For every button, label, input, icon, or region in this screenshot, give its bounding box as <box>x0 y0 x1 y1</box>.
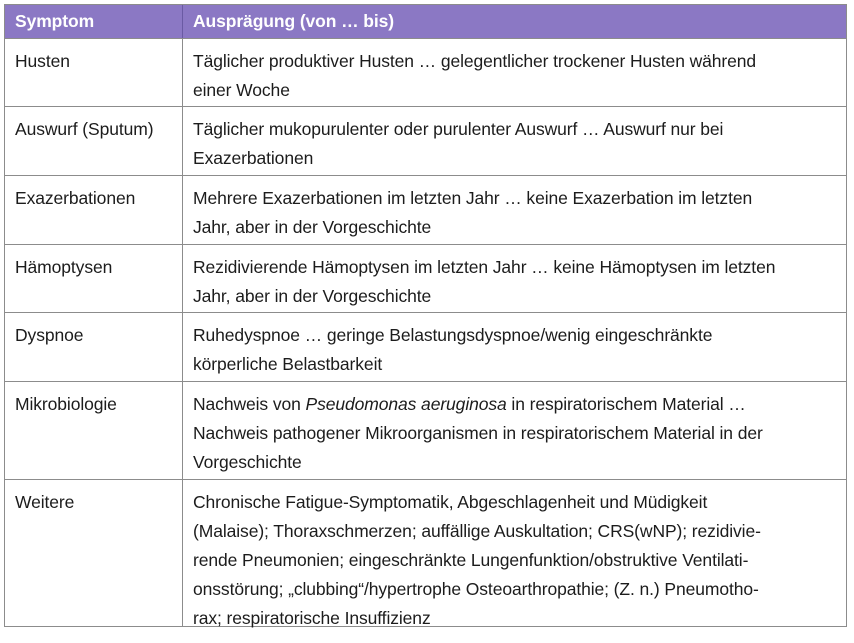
table-header-row <box>5 5 846 38</box>
description-line: rende Pneumonien; eingeschränkte Lungenfunktion/obstruktive Ventilati- <box>193 550 749 570</box>
description-cell <box>183 382 846 479</box>
description-cell <box>183 480 846 626</box>
description-line: Jahr, aber in der Vorgeschichte <box>193 217 432 237</box>
description-line: Mehrere Exazerbationen im letzten Jahr … keine Exazerbation im letzten <box>193 188 753 208</box>
description-line <box>193 390 836 419</box>
symptom-cell: Husten <box>5 39 183 106</box>
description-text: Nachweis von <box>193 394 306 414</box>
description-cell <box>183 313 846 381</box>
description-line: Täglicher produktiver Husten … gelegentlicher trockener Husten während <box>193 51 757 71</box>
symptom-cell: Exazerbationen <box>5 176 183 244</box>
description-cell <box>183 245 846 312</box>
description-cell <box>183 107 846 175</box>
table-row <box>5 312 846 381</box>
symptom-cell: Mikrobiologie <box>5 382 183 479</box>
description-line: Ruhedyspnoe … geringe Belastungsdyspnoe/wenig eingeschränkte <box>193 325 713 345</box>
table-row <box>5 106 846 175</box>
symptom-cell: Dyspnoe <box>5 313 183 381</box>
table-row <box>5 175 846 244</box>
description-cell <box>183 39 846 106</box>
description-line: Jahr, aber in der Vorgeschichte <box>193 286 432 306</box>
description-line: Nachweis pathogener Mikroorganismen in respiratorischem Material in der <box>193 423 763 443</box>
description-line: Rezidivierende Hämoptysen im letzten Jahr … keine Hämoptysen im letzten <box>193 257 776 277</box>
description-line: Chronische Fatigue-Symptomatik, Abgeschlagenheit und Müdigkeit <box>193 492 708 512</box>
table-row <box>5 38 846 106</box>
table-row <box>5 479 846 626</box>
header-auspraegung: Ausprägung (von … bis) <box>193 11 394 31</box>
table-row <box>5 244 846 312</box>
description-line: (Malaise); Thoraxschmerzen; auffällige Auskultation; CRS(wNP); rezidivie- <box>193 521 761 541</box>
description-cell <box>183 176 846 244</box>
pathogen-name: Pseudomonas aeruginosa <box>305 394 507 414</box>
description-line: einer Woche <box>193 80 290 100</box>
description-line: körperliche Belastbarkeit <box>193 354 383 374</box>
symptom-cell: Auswurf (Sputum) <box>5 107 183 175</box>
description-line: onsstörung; „clubbing“/hypertrophe Osteoarthropathie; (Z. n.) Pneumotho- <box>193 579 759 599</box>
description-line: Täglicher mukopurulenter oder purulenter Auswurf … Auswurf nur bei <box>193 119 724 139</box>
symptom-table <box>4 4 847 627</box>
symptom-cell: Weitere <box>5 480 183 626</box>
header-symptom: Symptom <box>5 5 183 38</box>
description-line: rax; respiratorische Insuffizienz <box>193 608 431 628</box>
description-line: Exazerbationen <box>193 148 314 168</box>
symptom-cell: Hämoptysen <box>5 245 183 312</box>
description-line: Vorgeschichte <box>193 452 302 472</box>
description-text: in respiratorischem Material … <box>506 394 746 414</box>
table-row <box>5 381 846 479</box>
